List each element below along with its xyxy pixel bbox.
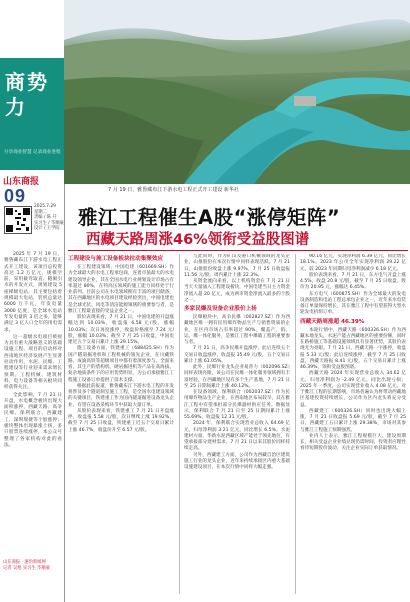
sidebar [0,0,64,602]
headline-rule [68,250,408,251]
body-paragraph: 根据此前报道，雅鲁藏布江下游水电工程的开发将涉及多个隧道洞室施工工程，是全国水电建设领域的关键项目，铁建重工作为国内隧道掘进设备龙头企业，有望在设备采购环节中获取大量订单。 [68,383,174,408]
body-paragraph: 西藏天路 2024 年实现营业总收入 34.62 亿元，归母净利润为 -2.49 亿元，同比出现亏损；2025 年一季度，公司实现营业收入 4.08 亿元。对于雅江工程的长期影响，市场普遍认为将带动西藏地区基建投资持续增长，公司作为区内龙头将充分受益。 [300,371,406,408]
column-divider [179,254,180,594]
section-heading: 多家民爆及设备企业股价上扬 [184,306,257,312]
sidebar-paragraph: 这一超级水电项目被视为具有重大战略意义的基础设施工程。项目的启动将对西南地区经济发展产生显著拉动作用，水泥、民爆、工程建设等行业迎来需求增长预期。工程机械、建筑材料、电力设备等相关板块同样获得关注。 [4,334,62,391]
body-paragraph: 业内人士表示，雅江工程规模巨大、建设周期长，相关受益企业业绩兑现仍需时间，投资者应理性看待短期股价波动，关注企业实际订单获取情况。 [300,433,406,452]
body-paragraph: 在工程建设领域，中国电建（601669.SH）作为全球最大的水电工程承包商，连着市值最大的水电建设领导企业，其在全国水电行业规划设计市场占有率超过 80%，在特高压领域的施工能力同样处于行业前列。目前公司在水电领域拥有丰富的项目储备，其在西藏地区的水电项目建设经验突出，中国电建也是全球光伏、风电等清洁能源领域的重要参与者，是雅江工程最直接的受益企业之一。 [68,265,174,314]
column-divider [295,254,296,594]
body-paragraph: 此外，民爆行业龙头企业易普力（002096.SZ）同样表现亮眼，该公司在民爆一体化服务领域拥有丰富经验，在西藏地区设有多个生产基地，7 月 21 日至 25 日期间累计上涨 40.12%。 [184,365,290,389]
article-column-1 [68,254,174,594]
sidebar-footer [3,560,63,571]
article-headline: 雅江工程催生A股“涨停矩阵” [78,206,341,229]
intern-credit: 实习生 / 毕顺豪 [34,220,64,226]
body-paragraph: 另外，西藏建工方面，公司作为西藏自治区建筑施工行业的龙头企业，近年来持续承接区内重大基础设施建设项目，在本次行情中同样大幅走强。 [184,452,290,470]
qr-code-icon [4,206,32,234]
body-paragraph: 东方电气（600875.SH）作为全球最大的发电设备制造和电站工程总承包企业之一，近年来水电装备订单量保持增长，其在雅江工程中有望获得大型水轮发电机组订单。 [300,291,406,316]
news-photo [64,0,410,184]
article-subhead: 西藏天路周涨46%领衔受益股图谱 [86,232,310,248]
body-paragraph: 从资金流向来看，以上机构资金在 7 月 21 日当天大量涌入工程建设板块，中国电建当日主力资金净流入超 20 亿元，成为两市资金净流入最多的个股之一。 [184,279,290,303]
body-paragraph: 从股价表现来看，铁建重工 7 月 21 日开盘涨停，收盘报 5.58 元/股，次日继续上涨 19.92%，截至 7 月 25 日收盘，铁建重工近五个交易日累计上涨 46.7%，收盘价升至 6.57 元/股。 [68,408,174,433]
body-paragraph: 与此同时，作为矿山及港口机械领域的龙头企业，山推股份在本次行情中同样表现活跃。7 月 21 日，山推股份收盘上涨 9.97%，7 月 25 日收盘报 11.56 元/股，周内累计上涨 22.3%。 [184,254,290,278]
issue-weekday: 星期二 [34,209,47,215]
body-paragraph: 施工设备方面，铁建重工（688425.SH）作为国产隧道掘进机和工程机械的领先企业，在川藏铁路、成渝高铁等超级项目中都有着深度参与。全面来看，其生产的盾构机、硬岩掘进机等产品在高海拔、复杂地质条件下的应用优势明显，为公司承接雅江工程施工设备订单提供了技术支撑。 [68,346,174,383]
body-paragraph: 民爆板块中，高争民爆（002827.SZ）作为西藏地区唯一拥有民用爆炸物品生产与销售资质的企业，在区内市场占有率超过 90%，覆盖产、销、运、爆一体化服务，是雅江工程中爆破工程的重要参与者。 [184,315,290,345]
article-column-2 [184,254,290,594]
river-photo-illustration [64,0,410,184]
article-column-3 [300,254,406,594]
body-paragraph: 90.16 亿元，实现净利润 6.39 亿元，同比增长 18.1%。2023 年公司全年实现净利润 29.22 亿元，较 2023 年同期归母净利润减少 6.18 亿元。 [300,254,406,272]
body-paragraph: 股价表现来看，7 月 21 日，中国电建的开盘涨幅达到 10.03%，收盘报 6.58 元/股，涨幅 10.03%；次日再度涨停，收盘价格涨至 7.24 元/股，涨幅 10.03%；截至 7 月 25 日收盘，中国电建近五个交易日累计上涨 29.15%。 [68,315,174,345]
body-paragraph: 在设备领域，保利联合（002037.SZ）作为民用爆炸物品生产企业，在西南地区布局较早，其在雅江工程中有望承担部分民爆器材供应任务。数据显示，保利联合 7 月 21 日至 25 日期间累计上涨 55.69%，收盘报 12.31 元/股。 [184,390,290,420]
sidebar-divider [64,184,65,602]
body-paragraph: 本轮行情中，西藏天路（600326.SH）作为西藏本地龙头，水泥产能占西藏地区的重要份额，同时在路桥施工等基础设施领域具有显著优势，其股价表现尤为亮眼。7 月 21 日，西藏天路一字涨停，收盘报 5.33 元/股；此后连续涨停，截至 7 月 25 日收盘，西藏天路报 8.41 元/股，五个交易日累计上涨 46.39%，领衔受益股图谱。 [300,327,406,370]
section-heading: 西藏天路周涨超 46.39% [300,318,365,325]
body-paragraph: 股价表现来看，7 月 21 日，东方电气开盘上涨 4.5%，收盘 20.8 元/股，截至 7 月 25 日收盘，股价为 20.95 元，涨幅达 6.45%。 [300,272,406,291]
section-slogan: 分享商业智慧 记录商业进程 [4,150,61,155]
issue-meta [34,204,64,232]
photo-caption: 7 月 19 日，雅鲁藏布江下游水电工程正式开工建设 新华社 [108,187,239,193]
article-body [68,254,408,594]
sidebar-paragraph: 全此影响，7 月 21 日开盘，水电概念板块出现大面积涨停，西藏天路、高争民爆、保利联合、西藏建工、深圳瑞捷等个股涨停；板块整体出现暴涨上扬，多只股票连续涨停，本公众号整理了各家机构对此的看法。 [4,392,62,448]
sidebar-paragraph: 2025 年 7 月 19 日，雅鲁藏布江下游水电工程正式开工建设，该项目总投资高达 1.2 万亿元，规模空前，采用截弯取直、隧洞引水的开发方式，规划建设 5 座梯级电站，其主要包括着规模最大电站，装机总量达 6000 万千瓦，年发电量 3000 亿度，是全球水电站年发电量的 3 倍之多，能够满足 3 亿人口全年的用电需求。 [4,252,62,333]
body-paragraph: 2024 年，保利联合实现营业总收入 64.69 亿元，归母净利润 3.21 亿元，同比增长 6.5%。水泥建材方面，华新水泥西藏区域产能处于领先地位，有望承接部分建材需求，7 月 21 日以来其股价同样持续走高。 [184,421,290,452]
design-credit: 设计 / 王学院 [34,226,60,232]
newspaper-name: 山东商报 [3,177,40,187]
source-line: 山东商报 · 速豹新闻网 [3,560,46,565]
section-heading: 工程建设与施工设备板块拉动集聚效应 [68,256,164,262]
section-title: 商势力 [5,70,49,119]
issue-date: 2025.7.29 [34,204,56,209]
sidebar-article [4,252,62,450]
reporter-line: 记者 吴旭 实习生 毕顺豪 [3,565,51,571]
page-number: 09 [4,186,27,206]
editor-credit: 责编 / 陈 开 [34,215,57,221]
body-paragraph: 7 月 21 日，高争民爆开盘涨停，此后连续五个交易日收盘涨停，收盘报 35.49 元/股，五个交易日累计上涨 61.05%。 [184,346,290,364]
body-paragraph: 西藏建工（600326.SH）同时也出现大幅上涨，7 月 21 日收盘报 5.69 元/股，截至 7 月 25 日，西藏建工五日累计上涨 29.38%，市场对其参与雅江工程施工预期强烈。 [300,408,406,433]
